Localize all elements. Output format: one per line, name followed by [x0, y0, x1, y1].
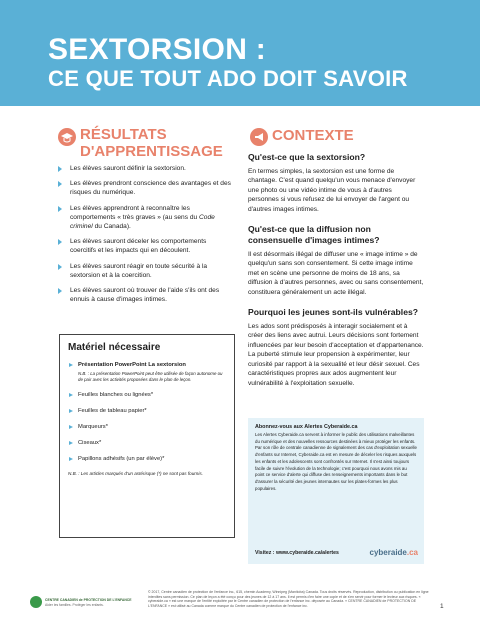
context-question: Qu'est-ce que la diffusion non consensuelle d'images intimes? [248, 224, 380, 246]
list-item: Feuilles de tableau papier* [68, 407, 226, 415]
list-item-emphasis: Code criminel [70, 213, 215, 231]
list-item [58, 204, 234, 232]
outcomes-title-line2: D'APPRENTISSAGE [80, 143, 223, 160]
materials-footnote: N.B. : Les articles marqués d'un astérisque (*) ne sont pas fournis. [68, 471, 203, 476]
graduation-icon [58, 128, 76, 146]
context-body [248, 152, 424, 398]
materials-item-note: N.B. : La présentation PowerPoint peut être utilisée de façon autonome ou de pair avec les activités proposées dans le plan de leçon. [78, 371, 223, 382]
alerts-link[interactable]: Visitez : www.cyberaide.ca/alertes [255, 550, 339, 556]
alerts-box [248, 418, 424, 564]
org-name: CENTRE CANADIEN de PROTECTION DE L'ENFANCE [45, 598, 132, 602]
context-answer: En termes simples, la sextorsion est une forme de chantage. C'est quand quelqu'un vous menace d'envoyer une photo ou une vidéo intime de vous à d'autres personnes si vous refusez de lui envoyer de l'argent ou d'autres images intimes. [248, 168, 416, 213]
context-question: Pourquoi les jeunes sont-ils vulnérables? [248, 307, 419, 318]
alerts-body: Les Alertes Cyberaide.ca servent à informer le public des utilisations malveillantes du numérique et des nouvelles ressources destinées à mieux protéger les enfants. Par son rôle de centrale canadienne de signalement des cas d'exploitation sexuelle d'enfants sur Internet, Cyberaide.ca est en mesure de déceler les risques auxquels les enfants et les adolescents sont confrontés sur Internet. Il s'est ainsi toujours facile de suivre l'évolution de la technologie; c'est pourquoi nous avons mis au point ce service d'alerte qui diffuse des renseignements importants dans le but d'assurer la sécurité des jeunes internautes sur les plates-formes les plus populaires. [255, 432, 417, 491]
outcomes-list [58, 164, 234, 310]
list-item: Les élèves sauront où trouver de l'aide s'ils ont des ennuis à cause d'images intimes. [58, 286, 234, 304]
logo-text: cyberaide [369, 548, 407, 557]
list-item: Les élèves prendront conscience des avantages et des risques du numérique. [58, 179, 234, 197]
list-item: Feuilles blanches ou lignées* [68, 391, 226, 399]
megaphone-icon [250, 128, 268, 146]
page-title-line1: SEXTORSION : [48, 33, 267, 66]
org-tagline: Aider les familles. Protéger les enfants. [45, 603, 104, 607]
list-item: Papillons adhésifs (un par élève)* [68, 455, 226, 463]
context-question: Qu'est-ce que la sextorsion? [248, 152, 366, 162]
context-answer: Il est désormais illégal de diffuser une « image intime » de quelqu'un sans son consentement. Si cette image intime met en scène une personne de moins de 18 ans, sa diffusion à d'autres personnes, avec ou sans consentement, constituera généralement un acte illégal. [248, 251, 424, 296]
seal-icon [30, 596, 42, 608]
cyberaide-logo [370, 548, 418, 557]
context-answer: Les ados sont prédisposés à interagir socialement et à créer des liens avec autrui. Leurs décisions sont fortement influencées par leur besoin d'acceptation et d'appartenance. La puberté stimule leur propension à expérimenter, leur curiosité par rapport à la sexualité et leur désir sexuel. Ces caractéristiques propres aux ados augmentent leur vulnérabilité à l'exploitation sexuelle. [248, 323, 424, 387]
materials-item-label: Présentation PowerPoint La sextorsion [78, 362, 186, 368]
list-item [68, 361, 226, 383]
page-number: 1 [440, 603, 444, 610]
list-item: Les élèves sauront réagir en toute sécurité à la sextorsion et à la coercition. [58, 262, 234, 280]
list-item-text-end: du Canada). [94, 223, 131, 231]
header-banner [0, 0, 480, 106]
materials-list [68, 361, 226, 463]
list-item: Les élèves sauront déceler les comportements coercitifs et les impacts qui en découlent. [58, 237, 234, 255]
list-item: Marqueurs* [68, 423, 226, 431]
materials-title: Matériel nécessaire [68, 342, 161, 353]
context-title: CONTEXTE [272, 127, 354, 144]
org-logo [30, 596, 132, 610]
list-item-text: Les élèves apprendront à reconnaître les comportements « très graves » (au sens du [70, 204, 198, 221]
legal-notice: © 2017, Centre canadien de protection de l'enfance inc., 615, chemin Academy, Winnipeg (Manitoba) Canada. Tous droits réservés. Reproduction, distribution ou publication en ligne interdites sans permission. Ce plan de leçon a été conçu pour des jeunes de 12 à 17 ans. Il est permis d'en faire une copie et de s'en servir pour former le lecteur aux risques. « cyberaide.ca » est une marque de l'entité exploitée par le Centre canadien de protection de l'enfance inc. déposée au Canada. « CENTRE CANADIEN de PROTECTION DE L'ENFANCE » est utilisé au Canada comme marque du Centre canadien de protection de l'enfance inc. [148, 590, 429, 608]
outcomes-title-line1: RÉSULTATS [80, 126, 167, 143]
materials-box [59, 334, 235, 538]
list-item: Ciseaux* [68, 439, 226, 447]
page-title-line2: CE QUE TOUT ADO DOIT SAVOIR [48, 66, 408, 91]
logo-suffix: .ca [406, 548, 418, 557]
list-item: Les élèves sauront définir la sextorsion. [58, 164, 234, 173]
alerts-title: Abonnez-vous aux Alertes Cyberaide.ca [255, 424, 358, 430]
